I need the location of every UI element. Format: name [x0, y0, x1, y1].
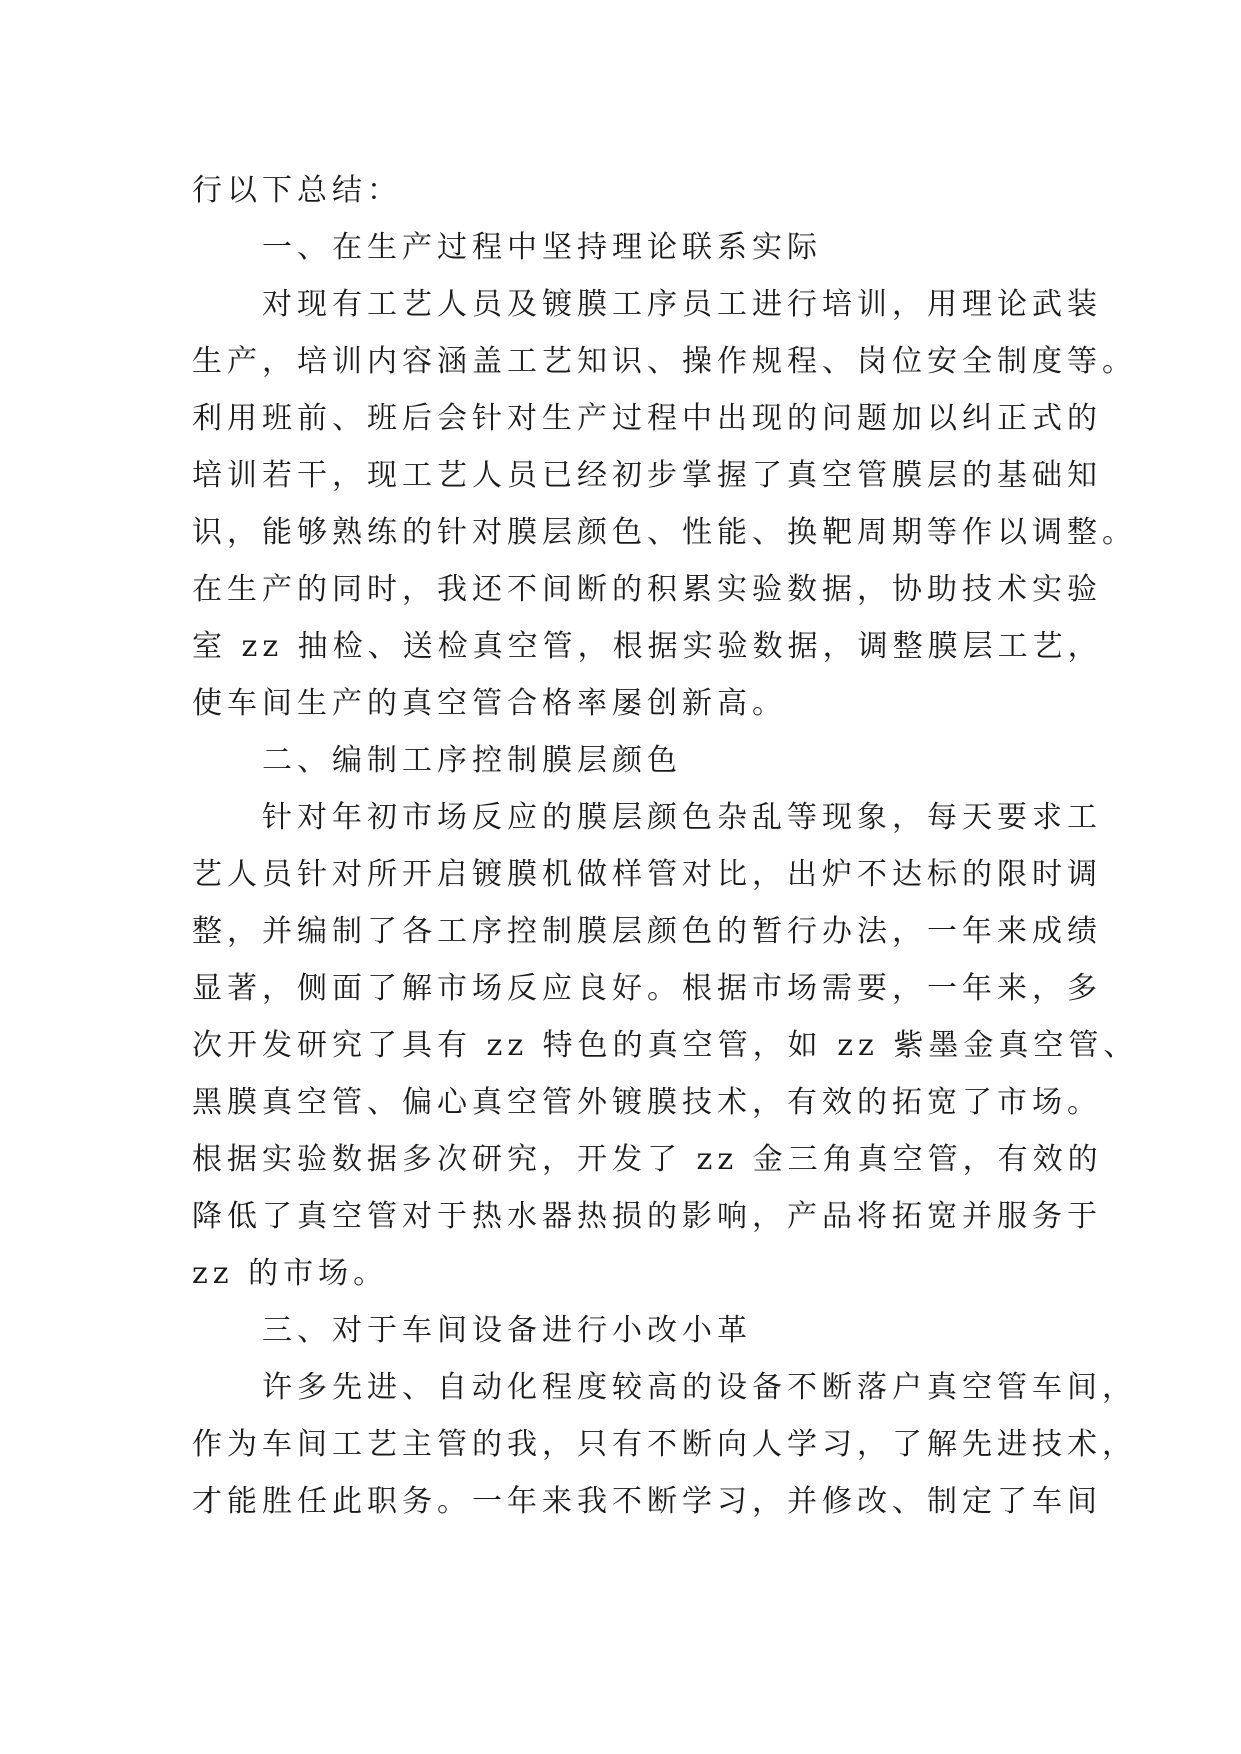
text-line: 许多先进、自动化程度较高的设备不断落户真空管车间，	[262, 1370, 1137, 1405]
text-line: 次开发研究了具有 zz 特色的真空管，如 zz 紫墨金真空管、	[192, 1028, 1139, 1063]
text-line: 培训若干，现工艺人员已经初步掌握了真空管膜层的基础知	[192, 458, 1102, 493]
text-line: 显著，侧面了解市场反应良好。根据市场需要，一年来，多	[192, 971, 1102, 1006]
text-line: zz 的市场。	[192, 1256, 389, 1291]
text-line: 使车间生产的真空管合格率屡创新高。	[192, 686, 787, 721]
text-line: 三、对于车间设备进行小改小革	[262, 1313, 752, 1348]
text-line: 识，能够熟练的针对膜层颜色、性能、换靶周期等作以调整。	[192, 515, 1137, 550]
text-line: 行以下总结：	[192, 173, 402, 208]
text-line: 根据实验数据多次研究，开发了 zz 金三角真空管，有效的	[192, 1142, 1103, 1177]
text-line: 艺人员针对所开启镀膜机做样管对比，出炉不达标的限时调	[192, 857, 1102, 892]
text-line: 对现有工艺人员及镀膜工序员工进行培训，用理论武装	[262, 287, 1102, 322]
text-line: 作为车间工艺主管的我，只有不断向人学习，了解先进技术，	[192, 1427, 1137, 1462]
text-line: 生产，培训内容涵盖工艺知识、操作规程、岗位安全制度等。	[192, 344, 1137, 379]
text-line: 一、在生产过程中坚持理论联系实际	[262, 230, 822, 265]
text-line: 针对年初市场反应的膜层颜色杂乱等现象，每天要求工	[262, 800, 1102, 835]
text-line: 在生产的同时，我还不间断的积累实验数据，协助技术实验	[192, 572, 1102, 607]
text-line: 降低了真空管对于热水器热损的影响，产品将拓宽并服务于	[192, 1199, 1102, 1234]
document-body	[192, 162, 1139, 1530]
text-line: 整，并编制了各工序控制膜层颜色的暂行办法，一年来成绩	[192, 914, 1102, 949]
text-line: 利用班前、班后会针对生产过程中出现的问题加以纠正式的	[192, 401, 1102, 436]
text-line: 黑膜真空管、偏心真空管外镀膜技术，有效的拓宽了市场。	[192, 1085, 1102, 1120]
text-line: 二、编制工序控制膜层颜色	[262, 743, 682, 778]
text-line: 室 zz 抽检、送检真空管，根据实验数据，调整膜层工艺，	[192, 629, 1103, 664]
text-line: 才能胜任此职务。一年来我不断学习，并修改、制定了车间	[192, 1484, 1102, 1519]
